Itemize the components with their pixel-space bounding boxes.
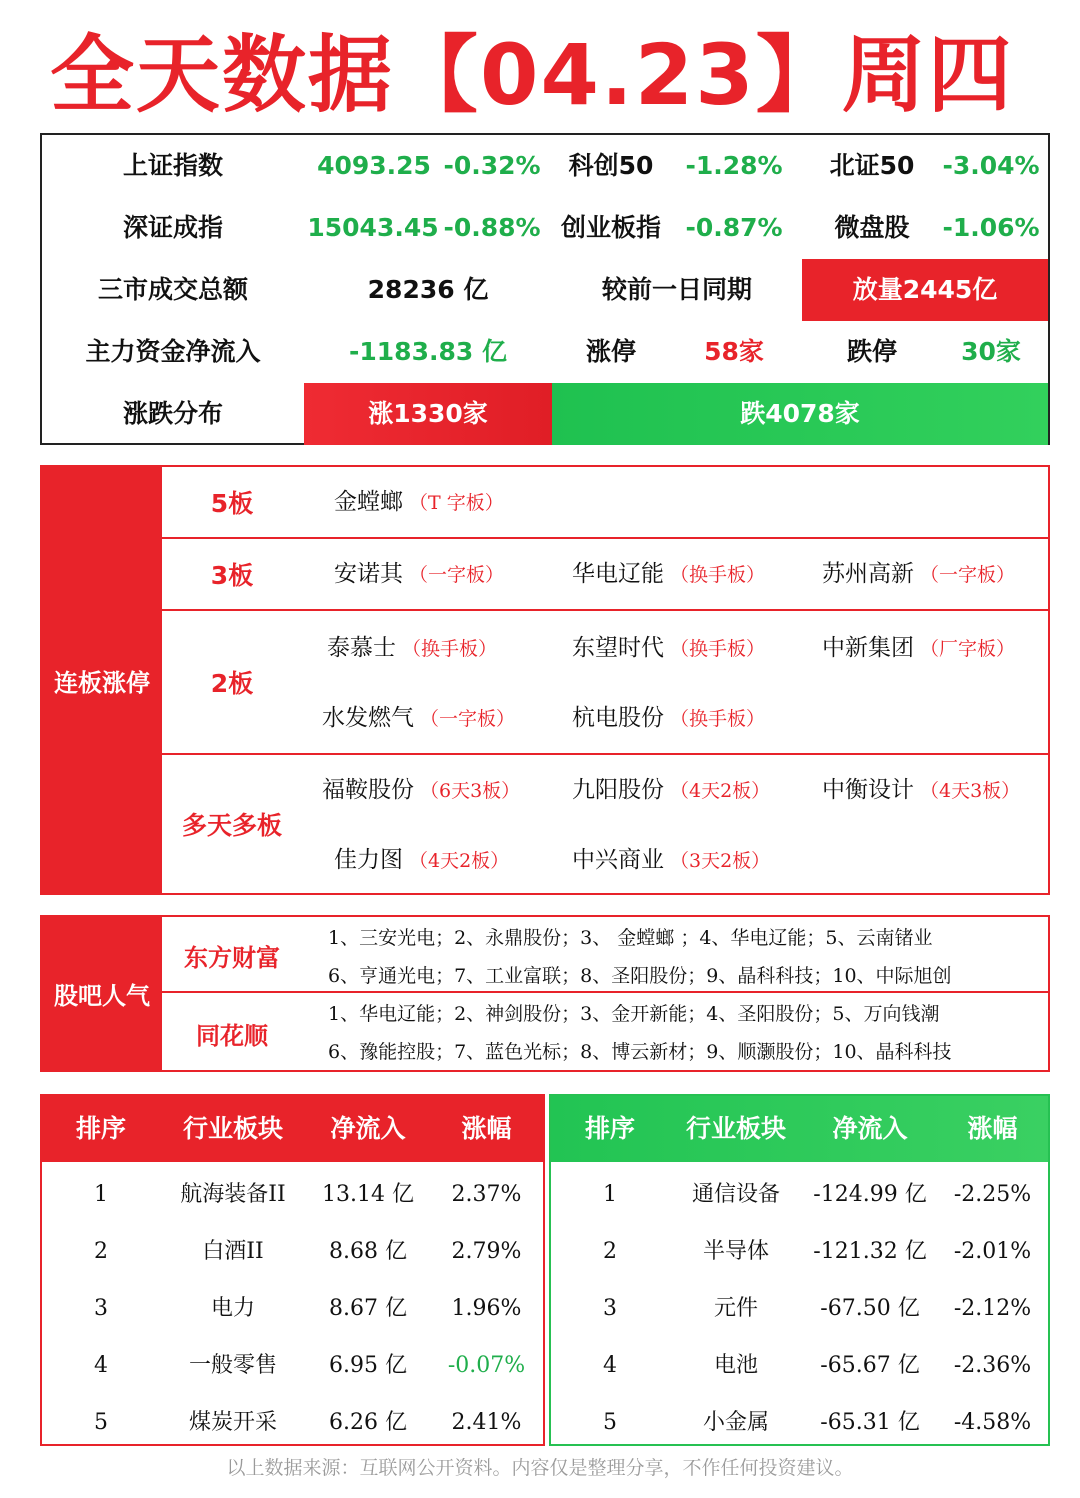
sector-rank: 1 xyxy=(94,1182,108,1207)
sector-name: 小金属 xyxy=(702,1410,769,1435)
table-header xyxy=(42,1096,543,1162)
sz-index-change: -0.88% xyxy=(443,213,541,242)
market-row-turnover xyxy=(42,259,1048,321)
sector-net-flow: 8.68 亿 xyxy=(329,1239,407,1264)
table-row xyxy=(551,1394,1048,1451)
board-stock: 福鞍股份 （6天3板） xyxy=(322,777,521,803)
board-stock: 中新集团 （厂字板） xyxy=(822,635,1016,661)
sector-name: 航海装备II xyxy=(180,1182,286,1207)
microcap-change: -1.06% xyxy=(942,213,1040,242)
sh-index-value: 4093.25 xyxy=(317,151,431,180)
table-row xyxy=(551,1166,1048,1223)
market-summary-table xyxy=(40,133,1050,445)
turnover-label: 三市成交总额 xyxy=(97,275,248,304)
breadth-up-bar: 涨1330家 xyxy=(304,383,552,445)
sector-rank: 5 xyxy=(603,1410,617,1435)
sector-name: 元件 xyxy=(713,1296,758,1321)
board-stock: 佳力图 （4天2板） xyxy=(334,847,510,873)
sector-net-flow: -65.31 亿 xyxy=(820,1410,920,1435)
guba-section-title: 股吧人气 xyxy=(42,917,162,1070)
consecutive-board-panel xyxy=(40,465,1050,895)
sector-name: 白酒II xyxy=(202,1239,264,1264)
page-title: 全天数据【04.23】周四 xyxy=(50,26,1014,124)
limit-down-label: 跌停 xyxy=(846,337,897,366)
table-row xyxy=(551,1280,1048,1337)
board-row-2 xyxy=(162,611,1048,755)
sector-rank: 4 xyxy=(94,1353,108,1378)
limit-up-label: 涨停 xyxy=(585,337,636,366)
sector-net-flow: 6.95 亿 xyxy=(329,1353,407,1378)
sector-rank: 4 xyxy=(603,1353,617,1378)
table-row xyxy=(42,1337,543,1394)
compare-label: 较前一日同期 xyxy=(601,275,752,304)
table-row xyxy=(551,1337,1048,1394)
sector-net-flow: -65.67 亿 xyxy=(820,1353,920,1378)
chinext-change: -0.87% xyxy=(685,213,783,242)
ths-label: 同花顺 xyxy=(196,1021,268,1050)
sh-index-change: -0.32% xyxy=(443,151,541,180)
sector-rank: 3 xyxy=(94,1296,108,1321)
board-row-3 xyxy=(162,539,1048,611)
board-stock: 九阳股份 （4天2板） xyxy=(572,777,771,803)
sector-outflow-table xyxy=(549,1094,1050,1446)
table-row xyxy=(42,1280,543,1337)
sector-name: 半导体 xyxy=(702,1239,769,1264)
table-row xyxy=(551,1223,1048,1280)
sector-net-flow: 13.14 亿 xyxy=(322,1182,414,1207)
header-rank: 排序 xyxy=(75,1114,126,1143)
sector-change: 2.41% xyxy=(451,1410,522,1435)
table-row xyxy=(42,1394,543,1451)
sector-net-flow: -124.99 亿 xyxy=(813,1182,927,1207)
sector-rank: 3 xyxy=(603,1296,617,1321)
sector-rank: 1 xyxy=(603,1182,617,1207)
header-flow: 净流入 xyxy=(832,1114,908,1143)
eastmoney-line-2: 6、亨通光电；7、工业富联；8、圣阳股份；9、晶科科技；10、中际旭创 xyxy=(328,965,952,987)
sector-name: 电力 xyxy=(210,1296,255,1321)
board-stock: 中衡设计 （4天3板） xyxy=(822,777,1021,803)
board-row-multi xyxy=(162,755,1048,893)
sz-index-label: 深证成指 xyxy=(122,213,223,242)
board-stock: 金螳螂 （T 字板） xyxy=(334,489,504,515)
table-header xyxy=(551,1096,1048,1162)
sector-net-flow: 6.26 亿 xyxy=(329,1410,407,1435)
sector-name: 煤炭开采 xyxy=(188,1410,277,1435)
chinext-label: 创业板指 xyxy=(560,213,661,242)
sector-change: 1.96% xyxy=(451,1296,522,1321)
header-flow: 净流入 xyxy=(330,1114,406,1143)
header-rank: 排序 xyxy=(584,1114,635,1143)
board-row-label: 多天多板 xyxy=(181,811,282,840)
breadth-label: 涨跌分布 xyxy=(122,399,223,428)
source-disclaimer: 以上数据来源：互联网公开资料。内容仅是整理分享，不作任何投资建议。 xyxy=(226,1457,854,1479)
sector-net-flow: -67.50 亿 xyxy=(820,1296,920,1321)
board-stock: 华电辽能 （换手板） xyxy=(572,561,766,587)
ths-line-2: 6、豫能控股；7、蓝色光标；8、博云新材；9、顺灏股份；10、晶科科技 xyxy=(328,1041,952,1063)
header-change: 涨幅 xyxy=(461,1114,512,1143)
ths-line-1: 1、华电辽能；2、神剑股份；3、金开新能；4、圣阳股份；5、万向钱潮 xyxy=(328,1003,940,1025)
bse50-label: 北证50 xyxy=(829,151,915,180)
sector-change: -2.25% xyxy=(953,1182,1032,1207)
sector-change: -2.01% xyxy=(953,1239,1032,1264)
board-stock: 东望时代 （换手板） xyxy=(572,635,766,661)
sector-change: 2.79% xyxy=(451,1239,522,1264)
board-stock: 泰慕士 （换手板） xyxy=(327,635,498,661)
sector-rank: 2 xyxy=(94,1239,108,1264)
guba-popularity-panel xyxy=(40,915,1050,1072)
header-change: 涨幅 xyxy=(967,1114,1018,1143)
board-section-title: 连板涨停 xyxy=(42,467,162,893)
market-row-sz xyxy=(42,197,1048,259)
sz-index-value: 15043.45 xyxy=(307,213,439,242)
sector-change: -2.12% xyxy=(953,1296,1032,1321)
star50-label: 科创50 xyxy=(568,151,654,180)
market-row-sh xyxy=(42,135,1048,197)
limit-up-count: 58家 xyxy=(704,337,764,366)
bse50-change: -3.04% xyxy=(942,151,1040,180)
sector-rank: 2 xyxy=(603,1239,617,1264)
sector-net-flow: 8.67 亿 xyxy=(329,1296,407,1321)
sector-inflow-table xyxy=(40,1094,545,1446)
board-row-5 xyxy=(162,467,1048,539)
net-inflow-value: -1183.83 亿 xyxy=(349,337,507,366)
guba-row-ths xyxy=(162,995,1048,1071)
sh-index-label: 上证指数 xyxy=(122,151,223,180)
sector-name: 一般零售 xyxy=(188,1353,277,1378)
board-stock: 安诺其 （一字板） xyxy=(334,561,505,587)
sector-name: 通信设备 xyxy=(691,1182,780,1207)
header-sector: 行业板块 xyxy=(685,1114,786,1143)
sector-net-flow: -121.32 亿 xyxy=(813,1239,927,1264)
board-row-label: 2板 xyxy=(210,669,254,698)
limit-down-count: 30家 xyxy=(961,337,1021,366)
table-row xyxy=(42,1223,543,1280)
table-row xyxy=(42,1166,543,1223)
board-row-label: 5板 xyxy=(210,489,254,518)
header-sector: 行业板块 xyxy=(182,1114,283,1143)
net-inflow-label: 主力资金净流入 xyxy=(85,337,261,366)
eastmoney-line-1: 1、三安光电；2、永鼎股份；3、 金螳螂 ；4、华电辽能；5、云南锗业 xyxy=(328,927,933,949)
turnover-value: 28236 亿 xyxy=(367,275,489,304)
sector-name: 电池 xyxy=(713,1353,758,1378)
sector-change: 2.37% xyxy=(451,1182,522,1207)
market-row-flow xyxy=(42,321,1048,383)
guba-row-eastmoney xyxy=(162,917,1048,993)
board-stock: 苏州高新 （一字板） xyxy=(822,561,1016,587)
board-stock: 中兴商业 （3天2板） xyxy=(572,847,771,873)
breadth-down-bar: 跌4078家 xyxy=(552,383,1048,445)
sector-change: -0.07% xyxy=(447,1353,526,1378)
market-row-breadth xyxy=(42,383,1048,445)
sector-change: -2.36% xyxy=(953,1353,1032,1378)
star50-change: -1.28% xyxy=(685,151,783,180)
eastmoney-label: 东方财富 xyxy=(184,943,280,972)
microcap-label: 微盘股 xyxy=(834,213,910,242)
sector-rank: 5 xyxy=(94,1410,108,1435)
sector-change: -4.58% xyxy=(953,1410,1032,1435)
board-stock: 杭电股份 （换手板） xyxy=(572,705,766,731)
board-row-label: 3板 xyxy=(210,561,254,590)
board-stock: 水发燃气 （一字板） xyxy=(322,705,516,731)
compare-value-badge: 放量2445亿 xyxy=(802,259,1048,321)
